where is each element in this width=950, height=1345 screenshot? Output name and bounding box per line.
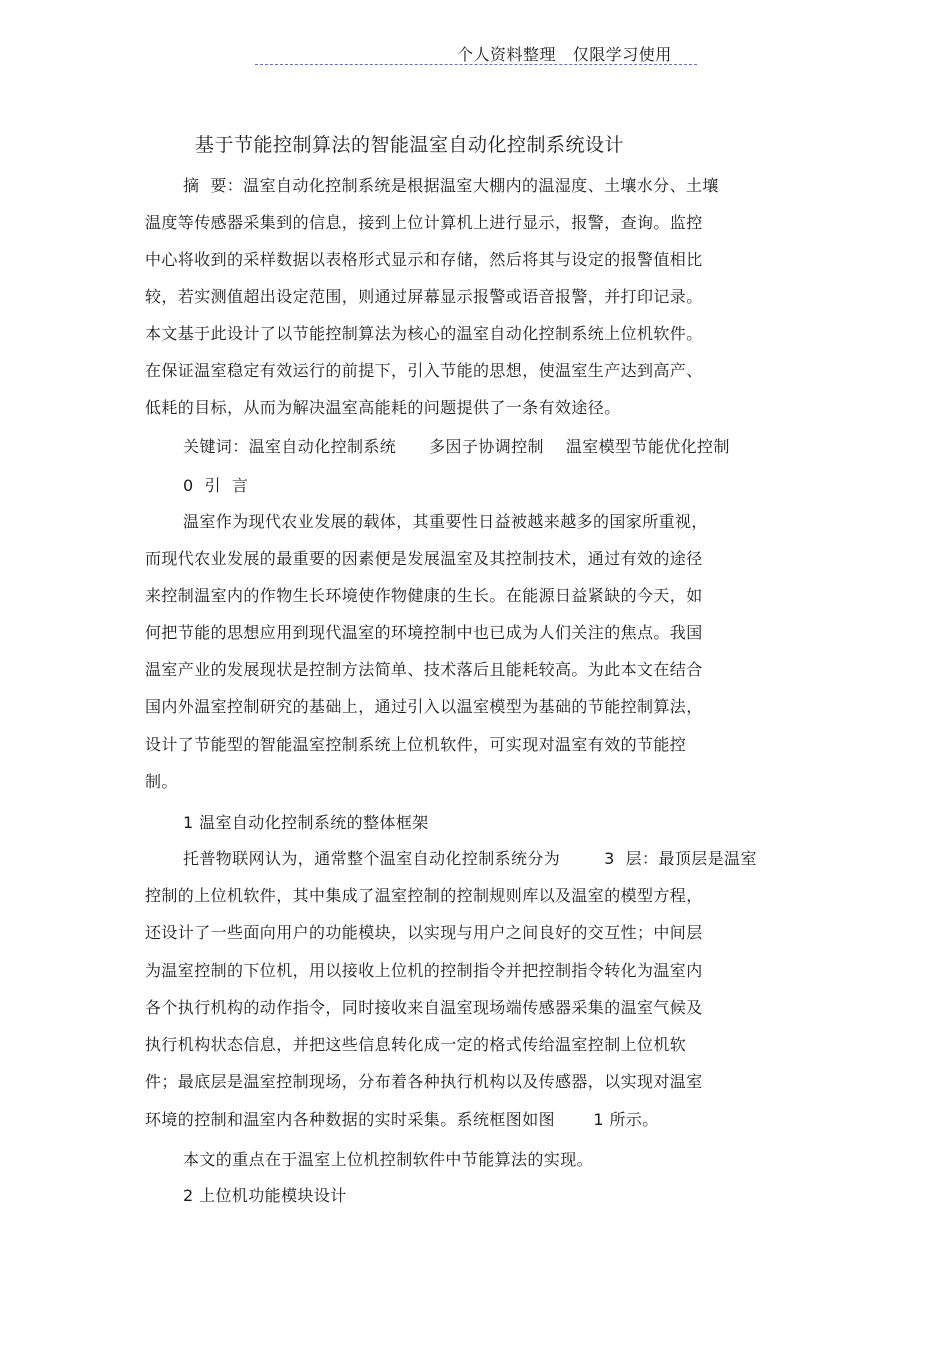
document-title: 基于节能控制算法的智能温室自动化控制系统设计	[195, 134, 625, 156]
paragraph-line: 环境的控制和温室内各种数据的实时采集。系统框图如图 1 所示。	[145, 1110, 659, 1129]
paragraph-line: 而现代农业发展的最重要的因素便是发展温室及其控制技术，通过有效的途径	[145, 549, 703, 568]
paragraph-line: 国内外温室控制研究的基础上，通过引入以温室模型为基础的节能控制算法，	[145, 697, 703, 716]
header-note: 个人资料整理 仅限学习使用	[457, 45, 672, 64]
abstract-line: 较，若实测值超出设定范围，则通过屏幕显示报警或语音报警，并打印记录。	[145, 287, 703, 306]
paragraph-line: 控制的上位机软件，其中集成了温室控制的控制规则库以及温室的模型方程，	[145, 886, 703, 905]
abstract-line: 在保证温室稳定有效运行的前提下，引入节能的思想，使温室生产达到高产、	[145, 361, 703, 380]
paragraph-line: 各个执行机构的动作指令，同时接收来自温室现场端传感器采集的温室气候及	[145, 998, 703, 1017]
abstract-line: 摘 要：温室自动化控制系统是根据温室大棚内的温湿度、土壤水分、土壤	[183, 176, 719, 195]
paragraph-line: 托普物联网认为，通常整个温室自动化控制系统分为 3 层：最顶层是温室	[183, 849, 757, 868]
paragraph-line: 何把节能的思想应用到现代温室的环境控制中也已成为人们关注的焦点。我国	[145, 623, 703, 642]
paragraph-line: 制。	[145, 772, 178, 791]
abstract-line: 本文基于此设计了以节能控制算法为核心的温室自动化控制系统上位机软件。	[145, 324, 703, 343]
paragraph-line: 件；最底层是温室控制现场，分布着各种执行机构以及传感器，以实现对温室	[145, 1072, 703, 1091]
paragraph-line: 执行机构状态信息，并把这些信息转化成一定的格式传给温室控制上位机软	[145, 1035, 687, 1054]
section-heading-module-design: 2 上位机功能模块设计	[183, 1186, 347, 1205]
keywords-line: 关键词：温室自动化控制系统 多因子协调控制 温室模型节能优化控制	[183, 437, 730, 456]
section-heading-introduction: 0 引 言	[183, 476, 249, 495]
abstract-line: 低耗的目标，从而为解决温室高能耗的问题提供了一条有效途径。	[145, 398, 621, 417]
abstract-line: 温度等传感器采集到的信息，接到上位计算机上进行显示，报警，查询。监控	[145, 213, 703, 232]
paragraph-line: 来控制温室内的作物生长环境使作物健康的生长。在能源日益紧缺的今天，如	[145, 586, 703, 605]
paragraph-line: 温室作为现代农业发展的载体，其重要性日益被越来越多的国家所重视，	[183, 512, 708, 531]
paragraph-line: 本文的重点在于温室上位机控制软件中节能算法的实现。	[183, 1150, 594, 1169]
paragraph-line: 温室产业的发展现状是控制方法简单、技术落后且能耗较高。为此本文在结合	[145, 660, 703, 679]
paragraph-line: 为温室控制的下位机，用以接收上位机的控制指令并把控制指令转化为温室内	[145, 961, 703, 980]
paragraph-line: 还设计了一些面向用户的功能模块，以实现与用户之间良好的交互性；中间层	[145, 923, 703, 942]
header-dashed-rule	[255, 64, 697, 65]
abstract-line: 中心将收到的采样数据以表格形式显示和存储，然后将其与设定的报警值相比	[145, 250, 703, 269]
section-heading-framework: 1 温室自动化控制系统的整体框架	[183, 813, 429, 832]
paragraph-line: 设计了节能型的智能温室控制系统上位机软件，可实现对温室有效的节能控	[145, 735, 687, 754]
